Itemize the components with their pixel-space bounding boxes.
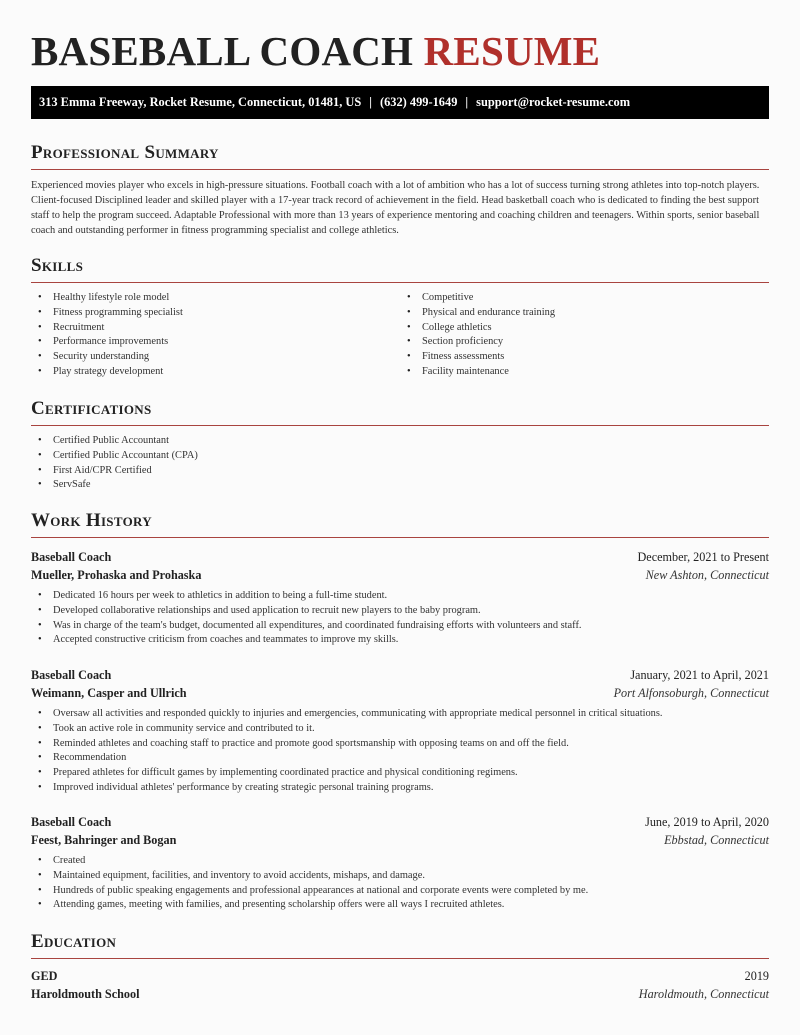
certifications-heading: Certifications: [31, 398, 152, 419]
section-divider: [31, 425, 769, 426]
job-bullet: • Prepared athletes for difficult games by implementing coordinated practice and physical conditioning regimens.: [53, 766, 769, 781]
job-location: Ebbstad, Connecticut: [664, 833, 769, 847]
job-bullets: [31, 854, 769, 913]
summary-text: Experienced movies player who excels in high-pressure situations. Football coach with a lot of ambition who has a lot of success turning strong athletes into top-notch players. Client-focused Disciplined leader and skilled player with a 17-year track record of achievement in the field. Head basketball coach who is dedicated to finding the best support staff to help the program succeed. Adaptable Professional with more than 13 years of experience mentoring and coaching children and teenagers. Within sports, senior baseball coach and outstanding performer in fitness programming specialist and college athletics.: [31, 180, 760, 236]
certification-item: • ServSafe: [53, 478, 769, 493]
job-title: Baseball Coach: [31, 668, 112, 682]
skill-item: • Security understanding: [53, 350, 400, 365]
job-company: Mueller, Prohaska and Prohaska: [31, 568, 202, 582]
skill-item: • Performance improvements: [53, 335, 400, 350]
work-history-section: [31, 509, 769, 538]
job-dates: January, 2021 to April, 2021: [630, 668, 769, 682]
resume-title: [31, 28, 600, 74]
job-company: Weimann, Casper and Ullrich: [31, 686, 187, 700]
job-bullet: • Maintained equipment, facilities, and inventory to avoid accidents, mishaps, and damage.: [53, 869, 769, 884]
skill-item: • College athletics: [422, 321, 769, 336]
job-bullet: • Took an active role in community service and contributed to it.: [53, 722, 769, 737]
skills-list-right: [400, 291, 769, 380]
contact-email: support@rocket-resume.com: [476, 95, 631, 109]
skill-item: • Fitness programming specialist: [53, 306, 400, 321]
skill-item: • Competitive: [422, 291, 769, 306]
job-bullet: • Recommendation: [53, 751, 769, 766]
job-title: Baseball Coach: [31, 550, 112, 564]
certification-item: • Certified Public Accountant: [53, 434, 769, 449]
contact-address: 313 Emma Freeway, Rocket Resume, Connecticut, 01481, US: [39, 95, 362, 109]
job-bullet: • Attending games, meeting with families, and presenting scholarship offers were all ways I recruited athletes.: [53, 898, 769, 913]
job-bullets: [31, 707, 769, 796]
job-bullet: • Hundreds of public speaking engagements and professional appearances at national and corporate events were completed by me.: [53, 884, 769, 899]
skill-item: • Recruitment: [53, 321, 400, 336]
education-year: 2019: [744, 969, 769, 983]
job-entry: [31, 666, 769, 796]
job-title: Baseball Coach: [31, 815, 112, 829]
section-divider: [31, 169, 769, 170]
contact-bar: [31, 86, 769, 119]
job-entry: [31, 813, 769, 913]
certifications-list: [31, 434, 769, 493]
skill-item: • Physical and endurance training: [422, 306, 769, 321]
job-bullet: • Was in charge of the team's budget, documented all expenditures, and coordinated fundraising efforts with volunteers and staff.: [53, 619, 769, 634]
job-company: Feest, Bahringer and Bogan: [31, 833, 177, 847]
certification-item: • Certified Public Accountant (CPA): [53, 449, 769, 464]
skill-item: • Facility maintenance: [422, 365, 769, 380]
skills-heading: Skills: [31, 255, 84, 276]
education-school: Haroldmouth School: [31, 987, 140, 1001]
job-bullets: [31, 589, 769, 648]
job-dates: December, 2021 to Present: [637, 550, 769, 564]
contact-separator: |: [465, 95, 469, 109]
job-bullet: • Improved individual athletes' performance by creating strategic personal training programs.: [53, 781, 769, 796]
job-bullet: • Created: [53, 854, 769, 869]
contact-phone: (632) 499-1649: [379, 95, 458, 109]
skills-list-left: [31, 291, 400, 380]
certification-item: • First Aid/CPR Certified: [53, 464, 769, 479]
skill-item: • Fitness assessments: [422, 350, 769, 365]
section-divider: [31, 958, 769, 959]
job-location: New Ashton, Connecticut: [645, 568, 769, 582]
job-bullet: • Oversaw all activities and responded quickly to injuries and emergencies, communicating with appropriate medical personnel in critical situations.: [53, 707, 769, 722]
education-section: [31, 930, 769, 1003]
section-divider: [31, 282, 769, 283]
skill-item: • Healthy lifestyle role model: [53, 291, 400, 306]
job-entry: [31, 548, 769, 648]
education-heading: Education: [31, 931, 117, 952]
certifications-section: [31, 397, 769, 493]
section-divider: [31, 537, 769, 538]
skill-item: • Play strategy development: [53, 365, 400, 380]
job-bullet: • Reminded athletes and coaching staff to practice and promote good sportsmanship with opposing teams on and off the field.: [53, 737, 769, 752]
job-bullet: • Dedicated 16 hours per week to athletics in addition to being a full-time student.: [53, 589, 769, 604]
summary-heading: Professional Summary: [31, 142, 219, 163]
contact-separator: |: [369, 95, 372, 109]
job-bullet: • Accepted constructive criticism from coaches and teammates to improve my skills.: [53, 633, 769, 648]
job-dates: June, 2019 to April, 2020: [645, 815, 769, 829]
skills-columns: [31, 291, 769, 380]
work-history-heading: Work History: [31, 510, 152, 531]
education-location: Haroldmouth, Connecticut: [638, 987, 769, 1001]
job-location: Port Alfonsoburgh, Connecticut: [613, 686, 769, 700]
job-bullet: • Developed collaborative relationships and used application to recruit new players to the baby program.: [53, 604, 769, 619]
title-accent: RESUME: [423, 28, 601, 74]
education-degree: GED: [31, 969, 58, 983]
skills-section: [31, 254, 769, 380]
skill-item: • Section proficiency: [422, 335, 769, 350]
summary-section: [31, 141, 769, 238]
title-main: BASEBALL COACH: [31, 28, 414, 74]
